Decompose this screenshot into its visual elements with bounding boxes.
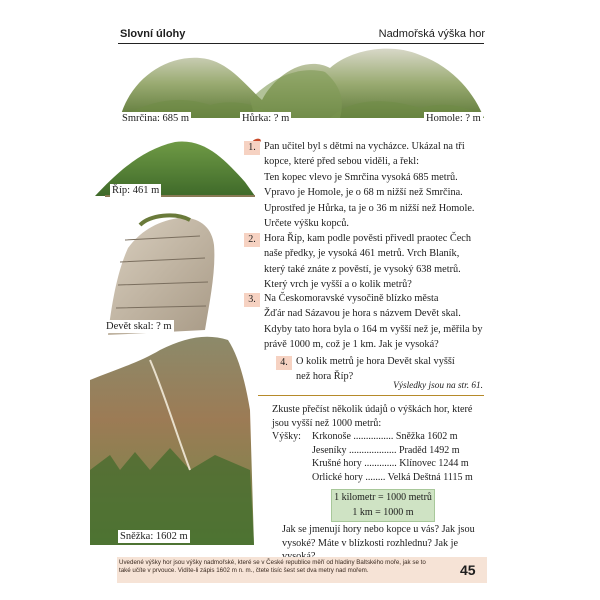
conversion-line: 1 km = 1000 m xyxy=(352,507,414,518)
peak-height: Praděd 1492 m xyxy=(398,444,460,456)
task-line: právě 1000 m, což je 1 km. Jak je vysoká? xyxy=(264,339,439,351)
task-number-2: 2. xyxy=(244,233,260,247)
dot-leader: ................... xyxy=(348,444,397,456)
task-line: který také znáte z pověstí, je vysoký 638 metrů. xyxy=(264,263,461,275)
task-line: Žďár nad Sázavou je hora s názvem Devět skal. xyxy=(264,308,461,320)
intro-line: jsou vyšší než 1000 metrů: xyxy=(272,417,382,429)
task-line: Vpravo je Homole, je o 68 m nižší než Smrčina. xyxy=(264,187,463,199)
label-snezka: Sněžka: 1602 m xyxy=(120,531,188,542)
task-line: Určete výšku kopců. xyxy=(264,218,349,230)
task-3 xyxy=(264,291,486,353)
heights-row xyxy=(312,444,460,458)
heights-row xyxy=(312,430,458,444)
section-title: Nadmořská výška hor xyxy=(378,28,485,40)
task-number-1: 1. xyxy=(244,141,260,155)
task-line: kopce, které před sebou viděli, a řekl: xyxy=(264,156,419,168)
task-line: než hora Říp? xyxy=(296,371,354,383)
dot-leader: ............. xyxy=(364,458,397,470)
range-name: Jeseníky xyxy=(312,444,347,456)
intro-line: Zkuste přečíst několik údajů o výškách hor, které xyxy=(272,404,473,415)
three-hills-illustration xyxy=(120,49,484,118)
range-name: Krkonoše xyxy=(312,431,351,442)
results-note: Výsledky jsou na str. 61. xyxy=(393,381,483,391)
task-line: O kolik metrů je hora Devět skal vyšší xyxy=(296,356,455,367)
devet-skal-rocks-illustration xyxy=(108,215,214,335)
dot-leader: ................ xyxy=(353,431,394,442)
peak-height: Velká Deštná 1115 m xyxy=(387,471,473,483)
task-1 xyxy=(264,139,486,231)
range-name: Orlické hory xyxy=(312,471,363,483)
task-line: Pan učitel byl s dětmi na vycházce. Ukázal na tři xyxy=(264,141,465,152)
task-2 xyxy=(264,231,486,293)
footer-note xyxy=(119,559,439,574)
unit-conversion-box xyxy=(331,489,435,522)
label-rip: Říp: 461 m xyxy=(112,185,160,196)
page-number: 45 xyxy=(460,562,476,578)
conversion-line: 1 kilometr = 1000 metrů xyxy=(334,492,432,503)
heights-label: Výšky: xyxy=(272,431,301,442)
peak-height: Klínovec 1244 m xyxy=(399,458,469,470)
label-hurka: Hůrka: ? m xyxy=(242,113,290,124)
task-line: Hora Říp, kam podle pověsti přivedl praotec Čech xyxy=(264,233,472,244)
outro-line: Jak se jmenují hory nebo kopce u vás? Jak jsou xyxy=(282,524,475,535)
task-line: Kdyby tato hora byla o 164 m vyšší než je, měřila by xyxy=(264,323,483,335)
label-homole: Homole: ? m xyxy=(426,113,481,124)
task-line: Uprostřed je Hůrka, ta je o 36 m nižší než Homole. xyxy=(264,202,475,214)
dot-leader: ........ xyxy=(365,471,386,483)
peak-height: Sněžka 1602 m xyxy=(395,431,458,442)
label-smrcina: Smrčina: 685 m xyxy=(122,113,190,124)
heights-row xyxy=(312,457,469,471)
task-line: Který vrch je vyšší a o kolik metrů? xyxy=(264,279,412,291)
task-line: Ten kopec vlevo je Smrčina vysoká 685 metrů. xyxy=(264,171,458,183)
heights-intro xyxy=(272,403,484,430)
chapter-title: Slovní úlohy xyxy=(120,28,186,40)
heights-list xyxy=(312,430,488,486)
task-number-3: 3. xyxy=(244,293,260,307)
footer-line: Uvedené výšky hor jsou výšky nadmořské, které se v České republice měří od hladiny Baltského moře, jak se to xyxy=(119,559,426,566)
task-line: naše předky, je vysoká 461 metrů. Vrch Blaník, xyxy=(264,248,460,260)
snezka-mountain-illustration xyxy=(90,337,254,545)
heights-row xyxy=(312,471,473,485)
label-devet-skal: Devět skal: ? m xyxy=(106,321,172,332)
outro-line: vysoké? Máte v blízkosti rozhlednu? Jak je xyxy=(282,537,458,549)
results-divider xyxy=(258,395,484,396)
range-name: Krušné hory xyxy=(312,458,362,470)
task-line: Na Českomoravské vysočině blízko města xyxy=(264,293,439,304)
task-number-4: 4. xyxy=(276,356,292,370)
footer-line: také učíte v prvouce. Vidíte-li zápis 1602 m n. m., čtete tisíc šest set dva metry nad mořem. xyxy=(119,566,369,574)
